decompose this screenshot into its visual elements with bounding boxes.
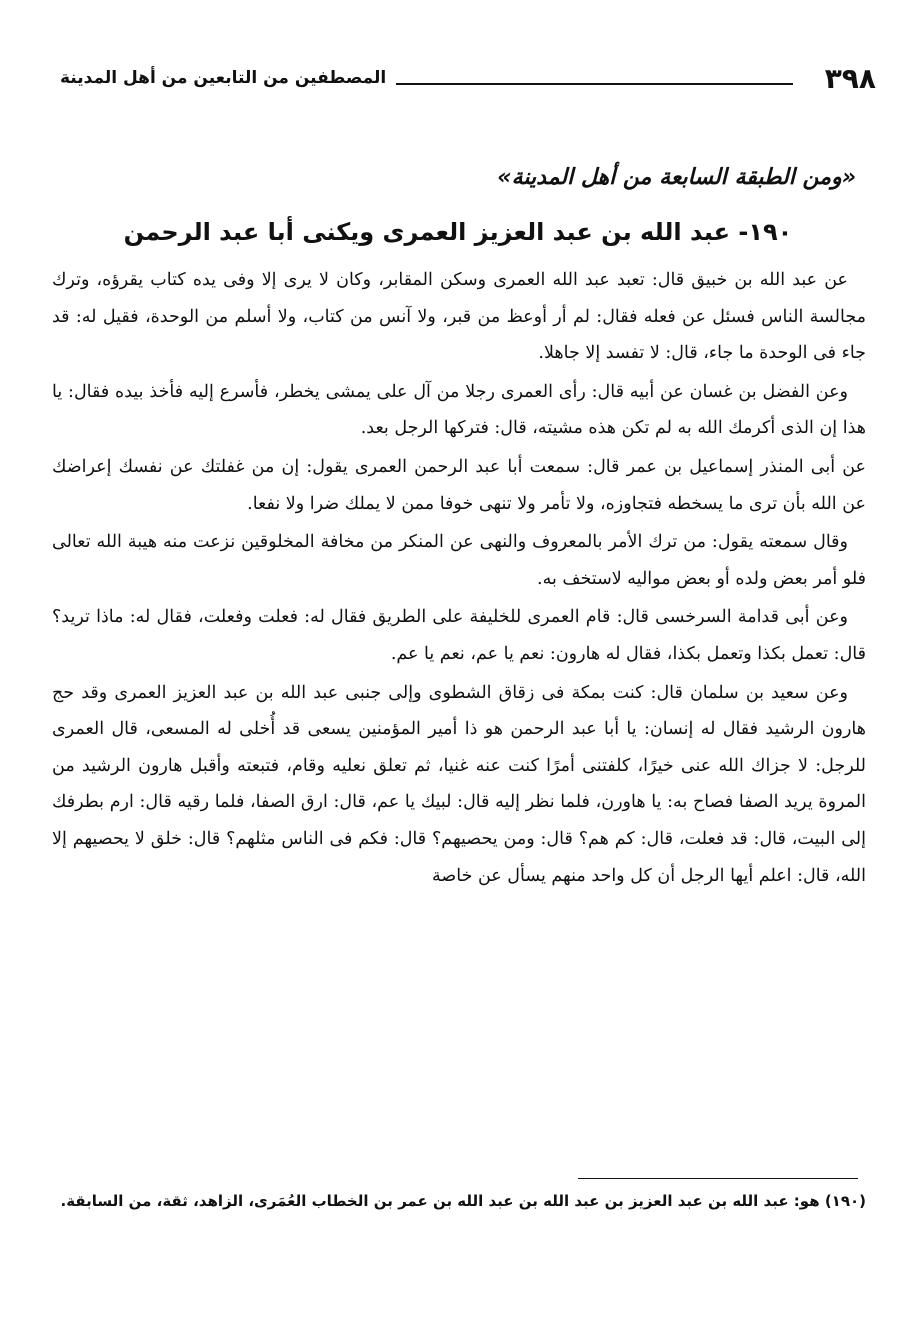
paragraph: عن أبى المنذر إسماعيل بن عمر قال: سمعت أبا عبد الرحمن العمرى يقول: إن من غفلتك عن نفسك إعراضك عن الله بأن ترى ما يسخطه فتجاوزه، ولا تأمر ولا تنهى خوفا ممن لا يملك ضرا ولا نفعا.	[52, 456, 866, 514]
footnote	[50, 1186, 866, 1216]
header-rule	[396, 83, 792, 85]
running-header	[60, 58, 876, 98]
paragraph: وعن أبى قدامة السرخسى قال: قام العمرى للخليفة على الطريق فقال له: فعلت وفعلت، فقال له: ماذا تريد؟ قال: تعمل بكذا وتعمل بكذا، فقال له هارون: نعم يا عم، نعم يا عم.	[52, 607, 866, 664]
footnote-text: (١٩٠) هو: عبد الله بن عبد العزيز بن عبد الله بن عبد الله بن عمر بن الخطاب العُمَرى، الزاهد، ثقة، من السابقة.	[60, 1192, 866, 1210]
footnote-rule	[578, 1178, 858, 1179]
paragraph: وعن الفضل بن غسان عن أبيه قال: رأى العمرى رجلا من آل على يمشى يخطر، فأسرع إليه فأخذ بيده فقال: يا هذا إن الذى أكرمك الله به لم تكن هذه مشيته، قال: فتركها الرجل بعد.	[52, 381, 866, 439]
entry-title: ١٩٠- عبد الله بن عبد العزيز العمرى ويكنى أبا عبد الرحمن	[123, 218, 793, 246]
paragraph: عن عبد الله بن خبيق قال: تعبد عبد الله العمرى وسكن المقابر، وكان لا يرى إلا وفى يده كتاب يقرؤه، وترك مجالسة الناس فسئل عن فعله فقال: لم أر أوعظ من قبر، ولا آنس من كتاب، ولا أسلم من الوحدة، فقيل له: قد جاء فى الوحدة ما جاء، قال: لا تفسد إلا جاهلا.	[52, 270, 866, 364]
paragraph: وعن سعيد بن سلمان قال: كنت بمكة فى زقاق الشطوى وإلى جنبى عبد الله بن عبد العزيز العمرى وقد حج هارون الرشيد فقال له إنسان: يا أبا عبد الرحمن هو ذا أمير المؤمنين يسعى قد أُخلى له المسعى، قال العمرى للرجل: لا جزاك الله عنى خيرًا، كلفتنى أمرًا كنت عنه غنيا، ثم تعلق نعليه وقام، فتبعته وأقبل هارون الرشيد من المروة يريد الصفا فصاح به: يا هاورن، فلما نظر إليه قال: لبيك يا عم، قال: ارق الصفا، فلما رقيه قال: ارم بطرفك إلى البيت، قال: قد فعلت، قال: كم هم؟ قال: ومن يحصيهم؟ قال: فكم فى الناس مثلهم؟ قال: خلق لا يحصيهم إلا الله، قال: اعلم أيها الرجل أن كل واحد منهم يسأل عن خاصة	[52, 682, 866, 886]
page-number: ٣٩٨	[824, 61, 876, 95]
body-text	[52, 262, 866, 896]
running-title: المصطفين من التابعين من أهل المدينة	[60, 68, 387, 88]
paragraph: وقال سمعته يقول: من ترك الأمر بالمعروف والنهى عن المنكر من مخافة المخلوقين نزعت منه هيبة الله تعالى فلو أمر بعض ولده أو بعض مواليه لاستخف به.	[52, 532, 866, 589]
section-heading: «ومن الطبقة السابعة من أهل المدينة»	[497, 165, 856, 190]
